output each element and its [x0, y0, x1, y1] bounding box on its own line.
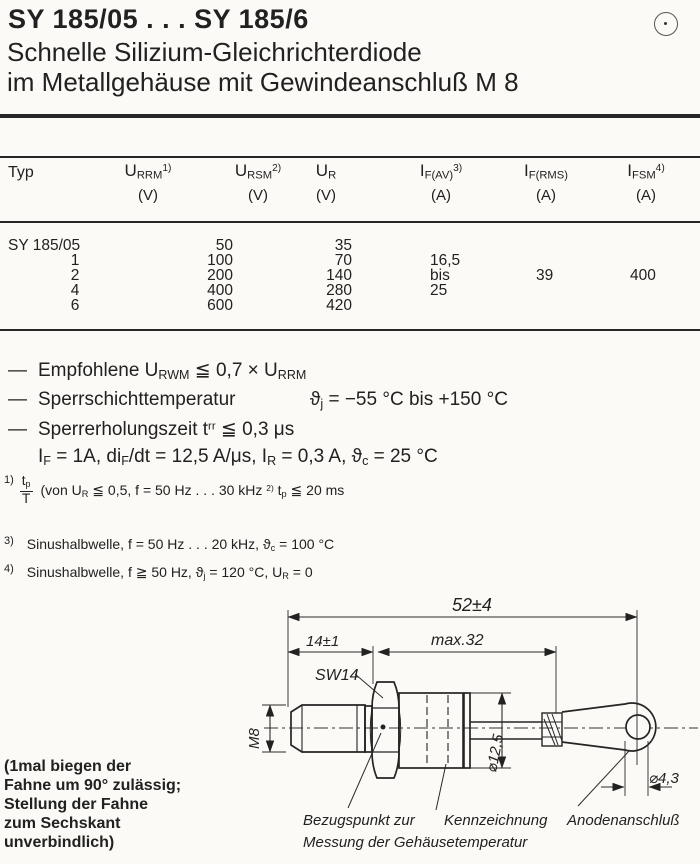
footnote-1: 1) $\frac{t_p}{T}$ (von $U_R$ ≦ 0,5, f = 50 Hz . . . 30 kHz $^{2)}$ $t_p$ ≦ 20 ms: [4, 473, 345, 506]
label-reference-point-line2: Messung der Gehäusetemperatur: [303, 834, 528, 851]
col-header-ifrms: $I_{F(RMS)}$: [524, 161, 568, 182]
col-header-ursm: $U_{RSM}^{2)}$: [234, 161, 282, 182]
reference-point-dot: [381, 725, 386, 730]
hole-diameter-label: ⌀4,3: [649, 770, 679, 787]
cell-v2: 420: [326, 297, 352, 314]
col-unit-ur: (V): [316, 187, 336, 204]
col-header-urrm: $U_{RRM}^{1)}$: [124, 161, 172, 182]
label-marking: Kennzeichnung: [444, 812, 548, 829]
page-subtitle-line2: im Metallgehäuse mit Gewindeanschluß M 8: [7, 67, 519, 97]
cell-typ: 6: [70, 297, 80, 314]
cell-v3: bis: [430, 267, 450, 284]
tag-hole: [626, 715, 650, 739]
col-unit-ifrms: (A): [536, 187, 556, 204]
footnote-mark: 1): [4, 474, 14, 487]
note-test-conditions: $I_F = 1A$, $di_F/dt = 12,5$ A/μs, $I_R = 0,3$ A, $ϑ_c = 25$ °C: [38, 446, 438, 468]
hex-nut: [372, 682, 399, 778]
col-header-ur: $U_R$: [315, 161, 337, 182]
col-unit-urrm: (V): [138, 187, 158, 204]
duty-cycle-fraction: $\frac{t_p}{T}$: [21, 473, 31, 506]
dash-bullet: —: [8, 389, 27, 410]
cell-v1: 50: [215, 237, 233, 254]
footnote-mark: 3): [4, 535, 14, 547]
thread-label: M8: [246, 728, 263, 749]
dim-stud-label: 14±1: [306, 633, 340, 650]
cell-v3: 16,5: [430, 252, 461, 269]
marking-leader: [436, 764, 446, 810]
col-unit-ifav: (A): [431, 187, 451, 204]
cell-v3: 25: [430, 282, 448, 299]
footnote-4: 4) Sinushalbwelle, f ≧ 50 Hz, $ϑ_j = 120$ °C, $U_R = 0$: [4, 563, 313, 582]
case-cylinder: [399, 693, 470, 768]
label-reference-point-line1: Bezugspunkt zur: [303, 812, 415, 829]
col-header-typ: Typ: [8, 164, 34, 181]
dash-bullet: —: [8, 360, 27, 381]
diode-outline: [291, 682, 656, 778]
col-header-ifav: $I_{F(AV)}^{3)}$: [419, 161, 463, 182]
dim-overall-label: 52±4: [452, 595, 492, 615]
cell-typ: SY 185/05: [8, 237, 81, 254]
label-anode-connection: Anodenanschluß: [567, 812, 680, 829]
cell-v1: 100: [207, 252, 233, 269]
footnote-3: 3) Sinushalbwelle, f = 50 Hz . . . 20 kHz, $ϑ_c = 100$ °C: [4, 535, 335, 554]
col-header-ifsm: $I_{FSM}^{4)}$: [627, 161, 665, 182]
wrench-size-label: SW14: [315, 667, 359, 684]
cell-v2: 70: [334, 252, 352, 269]
case-diameter-label: ⌀12,5: [483, 732, 508, 774]
bend-allowance-note: (1mal biegen der Fahne um 90° zulässig; Stellung der Fahne zum Sechskant unverbindlich): [4, 758, 182, 851]
page-subtitle-line1: Schnelle Silizium-Gleichrichterdiode: [7, 37, 422, 67]
cell-typ: 4: [70, 282, 80, 299]
cell-v1: 200: [207, 267, 233, 284]
note-reverse-recovery: — Sperrerholungszeit $t^{rr}$ ≦ 0,3 μs: [8, 419, 295, 440]
cell-v4: 39: [536, 267, 554, 284]
footnote-mark: 4): [4, 563, 14, 575]
anode-leader: [578, 750, 630, 806]
cell-v5: 400: [630, 267, 656, 284]
dash-bullet: —: [8, 419, 27, 440]
col-unit-ifsm: (A): [636, 187, 656, 204]
cell-typ: 2: [70, 267, 80, 284]
wrench-leader: [355, 674, 383, 698]
cell-v2: 140: [326, 267, 352, 284]
note-junction-temperature: — Sperrschichttemperatur $ϑ_j = -55$ °C bis +150 °C: [8, 389, 508, 411]
page-title: SY 185/05 . . . SY 185/6: [8, 4, 309, 34]
cell-v2: 280: [326, 282, 352, 299]
dim-case-label: max.32: [431, 632, 484, 649]
cell-v1: 400: [207, 282, 233, 299]
cell-typ: 1: [70, 252, 80, 269]
cell-v1: 600: [207, 297, 233, 314]
note-recommended-urwm: — Empfohlene $U_{RWM}$ ≦ $0,7 \times U_{RRM}$: [8, 360, 307, 382]
col-unit-ursm: (V): [248, 187, 268, 204]
junction-temperature-value: $ϑ_j = -55$ °C bis +150 °C: [310, 389, 508, 411]
cell-v2: 35: [334, 237, 352, 254]
